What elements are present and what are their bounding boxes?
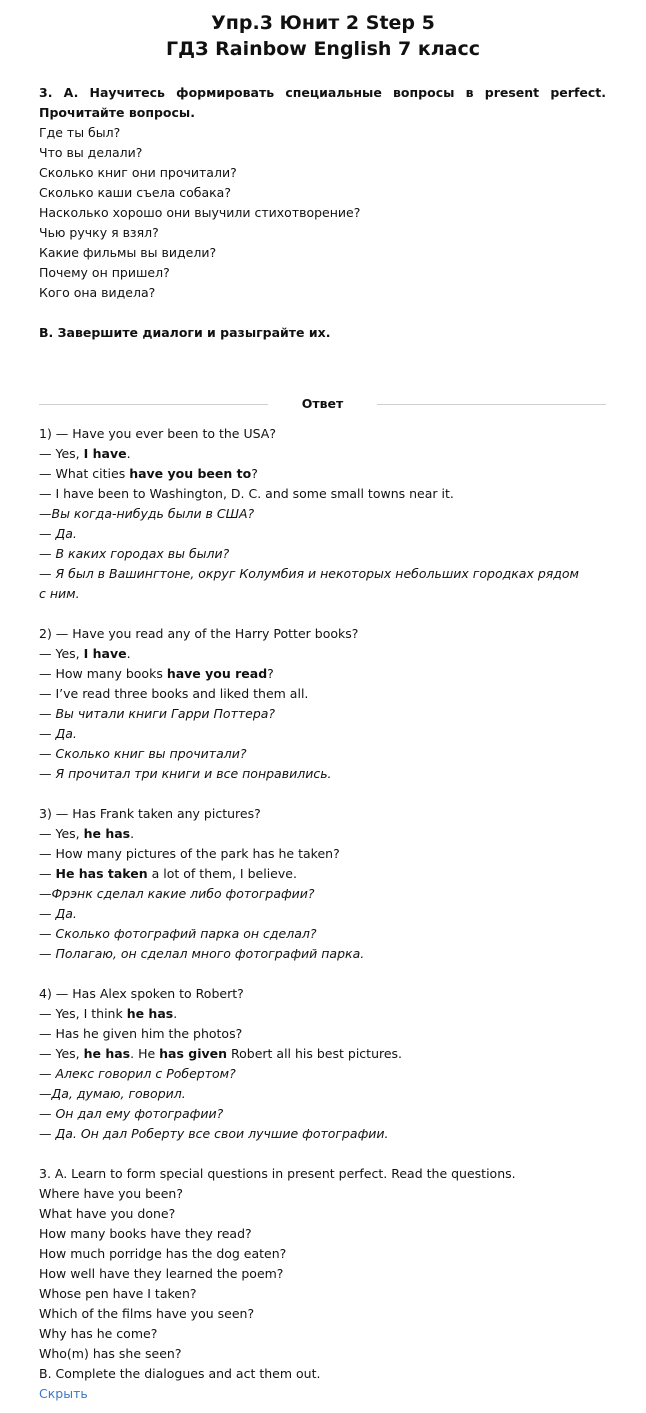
dialogue-text: —Фрэнк сделал какие либо фотографии?	[39, 886, 315, 901]
english-question-item: How many books have they read?	[39, 1226, 252, 1241]
english-question-item: Which of the films have you seen?	[39, 1306, 255, 1321]
dialogue-line	[39, 524, 606, 544]
dialogue-text: —Вы когда-нибудь были в США?	[39, 506, 255, 521]
english-question-item: Why has he come?	[39, 1326, 158, 1341]
answer-separator	[39, 394, 606, 414]
dialogue-text: — Yes,	[39, 646, 84, 661]
emphasis-text: I have	[83, 646, 127, 661]
dialogue-line	[39, 504, 606, 524]
dialogue-text: — Да.	[39, 526, 77, 541]
dialogue-text: — Я прочитал три книги и все понравились.	[39, 766, 332, 781]
dialogue-line	[39, 464, 606, 484]
emphasis-text: he has	[83, 1046, 131, 1061]
dialogue-text: — Да.	[39, 726, 77, 741]
dialogue-text: 2) — Have you read any of the Harry Potter books?	[39, 626, 359, 641]
dialogue-text: — Сколько фотографий парка он сделал?	[39, 926, 317, 941]
dialogue-text: — Алекс говорил с Робертом?	[39, 1066, 236, 1081]
hide-link[interactable]: Скрыть	[39, 1386, 88, 1401]
task-heading-cont: Прочитайте вопросы.	[39, 105, 195, 120]
dialogue-text: ?	[267, 666, 274, 681]
question-item: Почему он пришел?	[39, 265, 170, 280]
dialogue-text: — В каких городах вы были?	[39, 546, 230, 561]
english-question-item: Who(m) has she seen?	[39, 1346, 182, 1361]
emphasis-text: he has	[83, 826, 131, 841]
dialogue-line	[39, 424, 606, 444]
dialogue-line	[39, 544, 606, 564]
dialogue-text: — Он дал ему фотографии?	[39, 1106, 224, 1121]
answer-label: Ответ	[301, 396, 344, 411]
question-item: Чью ручку я взял?	[39, 225, 159, 240]
emphasis-text: he has	[126, 1006, 174, 1021]
english-heading: 3. A. Learn to form special questions in present perfect. Read the questions.	[39, 1166, 516, 1181]
dialogue-text: — What cities	[39, 466, 130, 481]
dialogue-line	[39, 844, 606, 864]
emphasis-text: have you read	[166, 666, 268, 681]
dialogue-text: — How many pictures of the park has he taken?	[39, 846, 340, 861]
dialogue-text: с ним.	[39, 586, 80, 601]
dialogue-line	[39, 904, 606, 924]
question-item: Сколько каши съела собака?	[39, 185, 231, 200]
dialogue-line	[39, 1004, 606, 1024]
dialogue-line	[39, 644, 606, 664]
dialogue-line	[39, 1104, 606, 1124]
dialogue-text: 3) — Has Frank taken any pictures?	[39, 806, 261, 821]
dialogue-line	[39, 664, 606, 684]
dialogue-text: — Yes,	[39, 1046, 84, 1061]
dialogue-text: — Yes,	[39, 446, 84, 461]
dialogue-text: 4) — Has Alex spoken to Robert?	[39, 986, 244, 1001]
dialogue-text: —Да, думаю, говорил.	[39, 1086, 186, 1101]
emphasis-text: He has taken	[55, 866, 148, 881]
dialogue-line	[39, 1064, 606, 1084]
dialogue-text: — Yes, I think	[39, 1006, 127, 1021]
english-question-item: How well have they learned the poem?	[39, 1266, 284, 1281]
english-part-b: B. Complete the dialogues and act them out.	[39, 1366, 321, 1381]
emphasis-text: I have	[83, 446, 127, 461]
question-item: Насколько хорошо они выучили стихотворение?	[39, 205, 361, 220]
dialogue-text: — Вы читали книги Гарри Поттера?	[39, 706, 276, 721]
separator-line-right	[377, 404, 606, 405]
question-item: Что вы делали?	[39, 145, 143, 160]
dialogue-line	[39, 624, 606, 644]
english-question-item: What have you done?	[39, 1206, 176, 1221]
dialogue-line	[39, 744, 606, 764]
dialogue-line	[39, 984, 606, 1004]
dialogue-text: a lot of them, I believe.	[147, 866, 297, 881]
emphasis-text: has given	[159, 1046, 228, 1061]
dialogue-text: — Я был в Вашингтоне, округ Колумбия и некоторых небольших городках рядом	[39, 566, 579, 581]
dialogue-line	[39, 824, 606, 844]
english-question-item: Where have you been?	[39, 1186, 183, 1201]
dialogue-line	[39, 484, 606, 504]
dialogue-line	[39, 444, 606, 464]
dialogue-line	[39, 804, 606, 824]
dialogue-text: — How many books	[39, 666, 167, 681]
english-question-item: Whose pen have I taken?	[39, 1286, 197, 1301]
dialogue-text: 1) — Have you ever been to the USA?	[39, 426, 276, 441]
dialogue-text: .	[130, 826, 135, 841]
dialogue-text: — Has he given him the photos?	[39, 1026, 243, 1041]
dialogue-line	[39, 764, 606, 784]
dialogue-text: .	[126, 446, 131, 461]
dialogue-text: —	[39, 866, 56, 881]
dialogue-text: — Yes,	[39, 826, 84, 841]
dialogue-line	[39, 924, 606, 944]
page-title: Упр.3 Юнит 2 Step 5	[211, 12, 435, 34]
dialogue-text: .	[126, 646, 131, 661]
dialogue-line	[39, 1124, 606, 1144]
page-subtitle: ГДЗ Rainbow English 7 класс	[165, 38, 481, 60]
dialogue-text: — Да. Он дал Роберту все свои лучшие фотографии.	[39, 1126, 389, 1141]
dialogue-line	[39, 684, 606, 704]
dialogue-text: .	[173, 1006, 178, 1021]
dialogue-line	[39, 1084, 606, 1104]
dialogue-line	[39, 584, 606, 604]
dialogue-line	[39, 1044, 606, 1064]
english-question-item: How much porridge has the dog eaten?	[39, 1246, 287, 1261]
dialogue-text: — Сколько книг вы прочитали?	[39, 746, 247, 761]
question-item: Кого она видела?	[39, 285, 156, 300]
dialogue-text: . He	[130, 1046, 160, 1061]
dialogue-line	[39, 884, 606, 904]
question-item: Сколько книг они прочитали?	[39, 165, 237, 180]
dialogue-line	[39, 704, 606, 724]
dialogue-line	[39, 944, 606, 964]
question-item: Какие фильмы вы видели?	[39, 245, 217, 260]
dialogue-text: — Полагаю, он сделал много фотографий парка.	[39, 946, 365, 961]
dialogue-line	[39, 724, 606, 744]
task-part-b: B. Завершите диалоги и разыграйте их.	[39, 325, 331, 340]
dialogue-text: ?	[251, 466, 258, 481]
dialogue-line	[39, 864, 606, 884]
dialogue-line	[39, 564, 606, 584]
question-item: Где ты был?	[39, 125, 121, 140]
dialogue-line	[39, 1024, 606, 1044]
dialogue-text: — I’ve read three books and liked them all.	[39, 686, 309, 701]
dialogue-text: — I have been to Washington, D. C. and some small towns near it.	[39, 486, 454, 501]
dialogue-text: — Да.	[39, 906, 77, 921]
dialogue-text: Robert all his best pictures.	[227, 1046, 403, 1061]
task-heading: 3. A. Научитесь формировать специальные вопросы в present perfect.	[39, 85, 606, 100]
emphasis-text: have you been to	[129, 466, 252, 481]
